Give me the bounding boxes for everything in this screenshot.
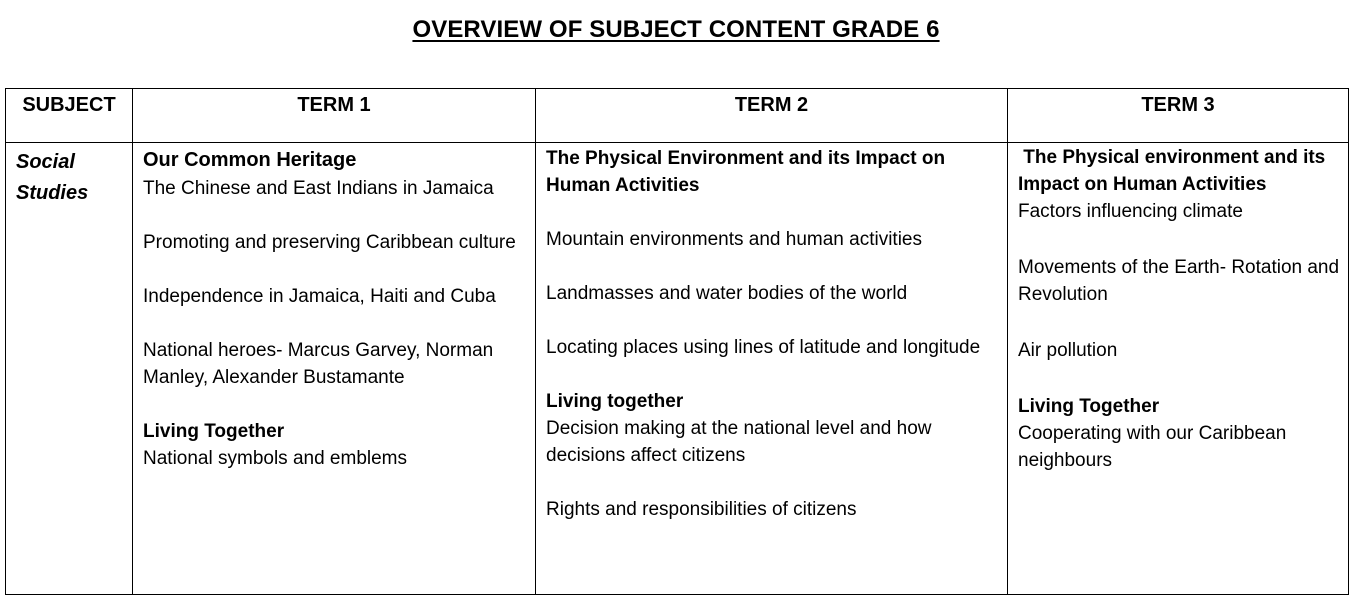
document-title-text: OVERVIEW OF SUBJECT CONTENT GRADE 6 (412, 16, 940, 43)
document-title (0, 16, 1352, 44)
term-3-item: Air pollution (1018, 340, 1118, 361)
term-2-item: Locating places using lines of latitude and longitude (546, 337, 981, 358)
term-3-cell (1008, 143, 1349, 595)
subject-cell: Social Studies (6, 143, 133, 595)
header-subject: SUBJECT (6, 89, 133, 143)
term-3-heading-1: The Physical environment and its Impact on Human Activities (1018, 147, 1331, 195)
subject-content-table (5, 88, 1349, 595)
term-1-heading-1: Our Common Heritage (143, 149, 357, 171)
term-1-heading-2: Living Together (143, 421, 285, 442)
term-2-item: Rights and responsibilities of citizens (546, 499, 857, 520)
term-2-item: Mountain environments and human activities (546, 229, 922, 250)
term-3-heading-2: Living Together (1018, 396, 1160, 417)
term-3-item: Factors influencing climate (1018, 201, 1243, 222)
term-3-item: Cooperating with our Caribbean neighbours (1018, 423, 1287, 471)
term-1-item: The Chinese and East Indians in Jamaica (143, 178, 494, 199)
term-1-item: National heroes- Marcus Garvey, Norman Manley, Alexander Bustamante (143, 340, 494, 388)
term-2-item: Landmasses and water bodies of the world (546, 283, 908, 304)
table-row (6, 143, 1349, 595)
term-1-item: Promoting and preserving Caribbean culture (143, 232, 516, 253)
term-1-item: National symbols and emblems (143, 448, 408, 469)
term-2-cell (536, 143, 1008, 595)
header-term-1: TERM 1 (133, 89, 536, 143)
term-1-cell (133, 143, 536, 595)
term-3-item: Movements of the Earth- Rotation and Revolution (1018, 257, 1340, 305)
header-term-3: TERM 3 (1008, 89, 1349, 143)
term-2-heading-2: Living together (546, 391, 684, 412)
term-1-item: Independence in Jamaica, Haiti and Cuba (143, 286, 496, 307)
term-2-item: Decision making at the national level and how decisions affect citizens (546, 418, 932, 466)
table-header-row (6, 89, 1349, 143)
term-2-heading-1: The Physical Environment and its Impact on Human Activities (546, 148, 946, 196)
header-term-2: TERM 2 (536, 89, 1008, 143)
